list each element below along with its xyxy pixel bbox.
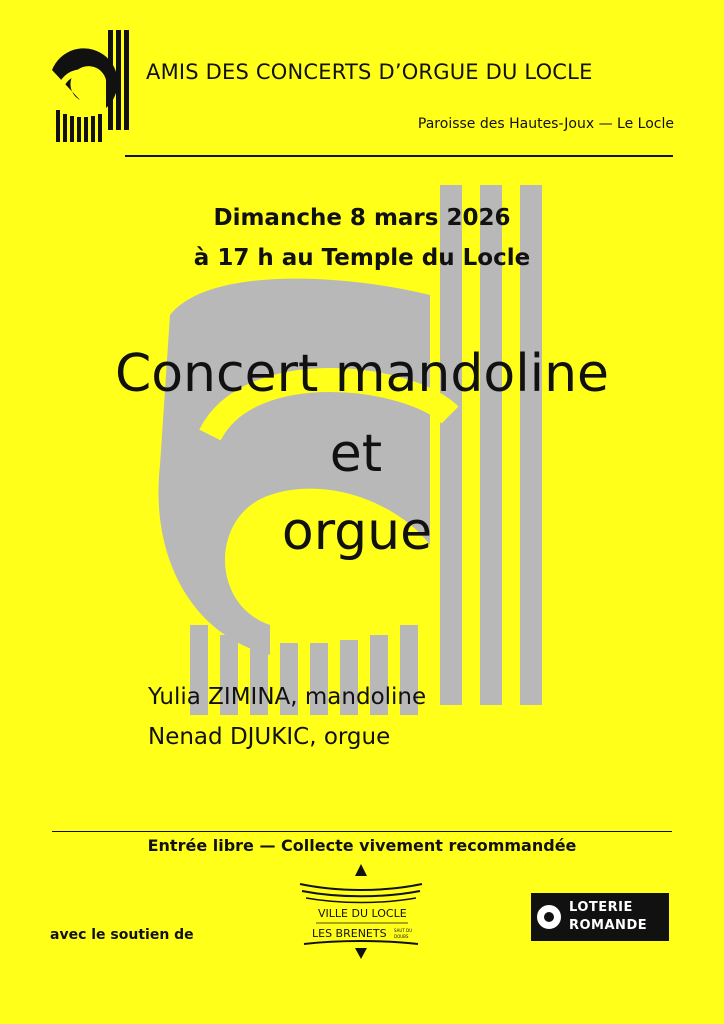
event-date: Dimanche 8 mars 2026 [213,205,511,231]
footer-divider [52,831,672,832]
loterie-romande-logo [531,893,669,941]
header-divider [125,155,673,157]
loterie-ring-icon [537,905,561,929]
organ-logo-icon [50,30,130,145]
parish-name: Paroisse des Hautes-Joux — Le Locle [417,116,674,132]
event-title-line-3: orgue [281,502,433,562]
performer-2: Nenad DJUKIC, orgue [148,724,391,750]
ville-small-1: SAUT DU [394,928,412,933]
performer-1: Yulia ZIMINA, mandoline [148,684,427,710]
ville-line-1: VILLE DU LOCLE [318,907,407,920]
event-title-line-1: Concert mandoline [114,344,610,404]
ville-small-2: DOUBS [394,934,409,939]
ville-du-locle-logo [298,862,424,960]
entry-notice: Entrée libre — Collecte vivement recommandée [147,836,577,855]
loterie-line-2: ROMANDE [569,918,648,933]
loterie-line-1: LOTERIE [569,900,633,915]
event-time-place: à 17 h au Temple du Locle [193,245,531,271]
ville-line-2: LES BRENETS [312,927,387,940]
organisation-name: AMIS DES CONCERTS D’ORGUE DU LOCLE [146,60,593,84]
event-title-line-2: et [329,424,383,484]
support-label: avec le soutien de [50,927,194,943]
